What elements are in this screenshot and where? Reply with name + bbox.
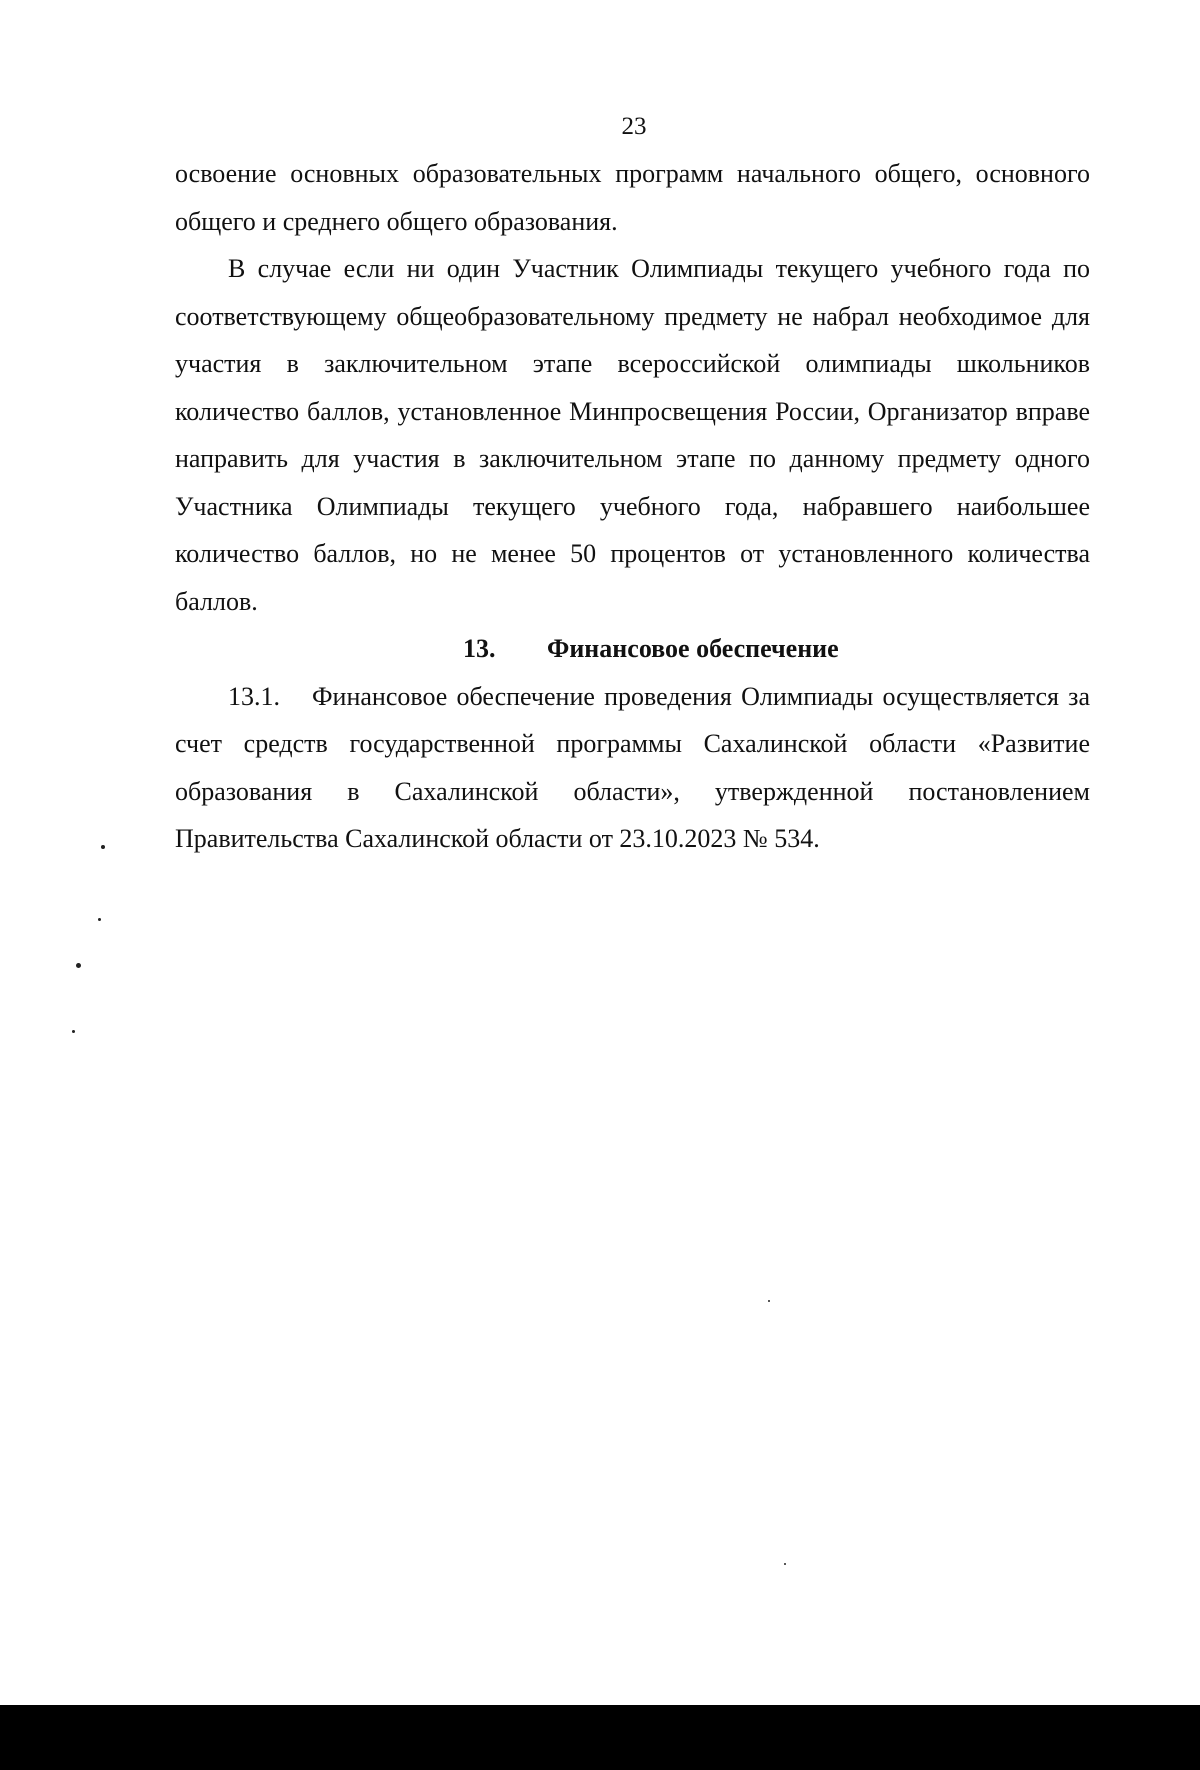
scan-speck [98, 918, 101, 921]
paragraph-continuation: освоение основных образовательных программ начального общего, основного общего и среднего общего образования. [175, 159, 1090, 236]
scan-speck [784, 1563, 786, 1565]
paragraph-olympiad-participants: В случае если ни один Участник Олимпиады текущего учебного года по соответствующему общеобразовательному предмету не набрал необходимое для участия в заключительном этапе всероссийской олимпиады школьников количество баллов, установленное Минпросвещения России, Организатор вправе направить для участия в заключительном этапе по данному предмету одного Участника Олимпиады текущего учебного года, набравшего наибольшее количество баллов, но не менее 50 процентов от установленного количества баллов. [175, 254, 1090, 616]
section-number: 13. [463, 634, 496, 663]
section-heading [175, 625, 1090, 673]
section-title: Финансовое обеспечение [547, 634, 839, 663]
page-number: 23 [621, 113, 647, 140]
clause-number: 13.1. [228, 681, 280, 711]
scan-speck [76, 963, 81, 968]
scan-speck [101, 845, 105, 849]
clause-text: Финансовое обеспечение проведения Олимпиады осуществляется за счет средств государственной программы Сахалинской области «Развитие образования в Сахалинской области», утвержденной постановлением Правительства Сахалинской области от 23.10.2023 № 534. [175, 681, 1090, 853]
scan-speck [768, 1300, 770, 1302]
scan-speck [72, 1030, 75, 1033]
page-body [175, 150, 1090, 863]
scan-bottom-border [0, 1705, 1200, 1770]
clause-13-1 [175, 673, 1090, 863]
